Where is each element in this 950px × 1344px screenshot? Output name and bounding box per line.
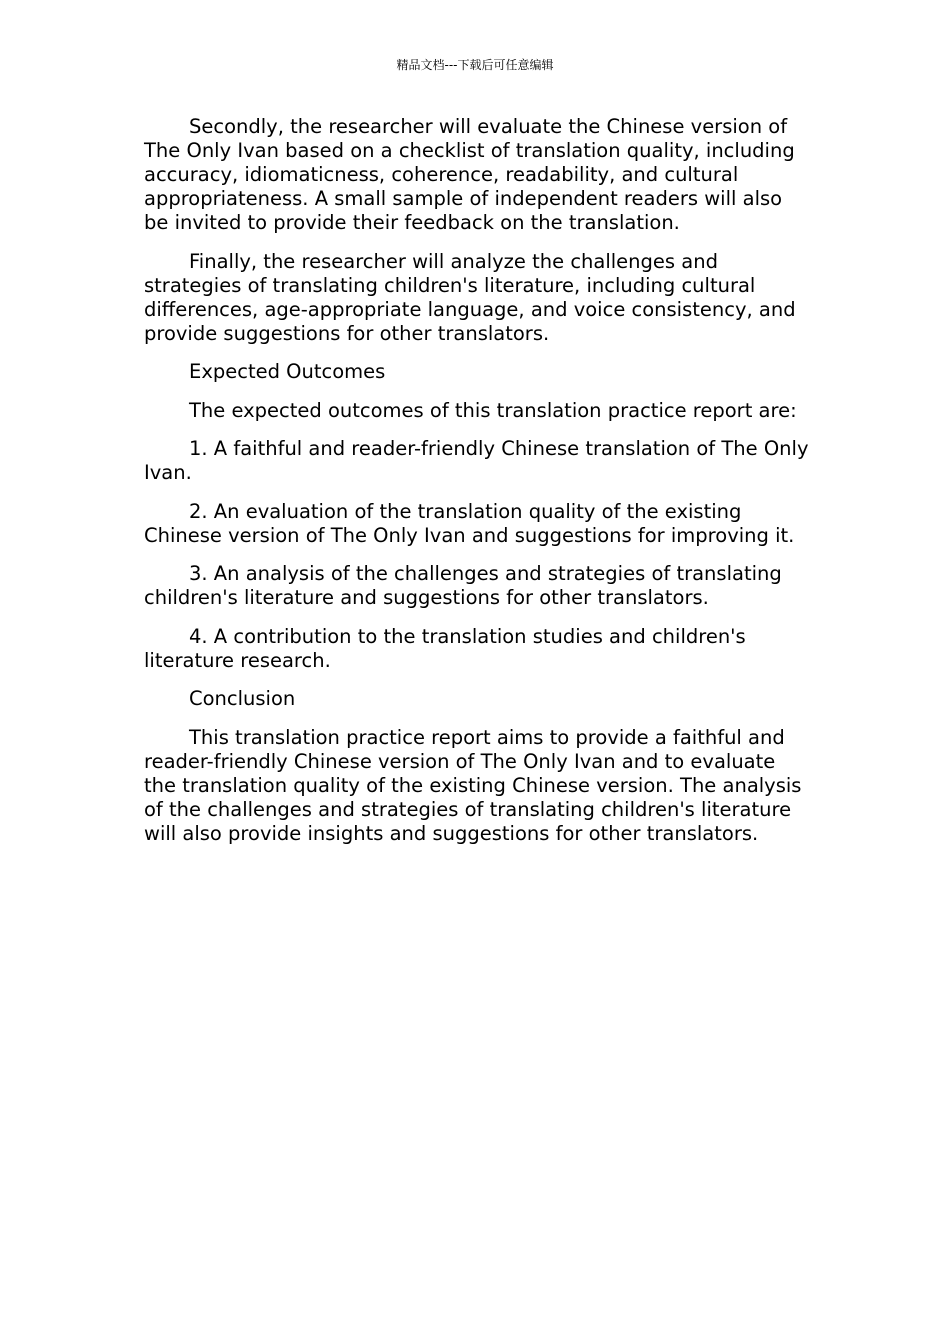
- section-heading-conclusion: Conclusion: [189, 687, 296, 710]
- paragraph-outcomes-intro: The expected outcomes of this translation practice report are:: [189, 398, 797, 422]
- document-body: [144, 115, 809, 860]
- section-heading-expected-outcomes: Expected Outcomes: [189, 360, 386, 383]
- outcome-item-4: 4. A contribution to the translation studies and children's literature research.: [144, 624, 746, 672]
- outcome-item-3: 3. An analysis of the challenges and strategies of translating children's literature and suggestions for other translators.: [144, 562, 782, 609]
- page-header: 精品文档---下载后可任意编辑: [396, 58, 554, 72]
- paragraph-evaluation-method: Secondly, the researcher will evaluate the Chinese version of The Only Ivan based on a checklist of translation quality, including accuracy, idiomaticness, coherence, readability, and cultural appropriateness. A small sample of independent readers will also be invited to provide their feedback on the translation.: [144, 115, 795, 234]
- paragraph-analysis-method: Finally, the researcher will analyze the challenges and strategies of translating children's literature, including cultural differences, age-appropriate language, and voice consistency, and provide suggestions for other translators.: [144, 249, 796, 345]
- outcome-item-1: 1. A faithful and reader-friendly Chinese translation of The Only Ivan.: [144, 437, 809, 484]
- outcome-item-2: 2. An evaluation of the translation quality of the existing Chinese version of The Only Ivan and suggestions for improving it.: [144, 499, 795, 547]
- paragraph-conclusion: This translation practice report aims to provide a faithful and reader-friendly Chinese version of The Only Ivan and to evaluate the translation quality of the existing Chinese version. The analysis of the challenges and strategies of translating children's literature will also provide insights and suggestions for other translators.: [144, 725, 802, 845]
